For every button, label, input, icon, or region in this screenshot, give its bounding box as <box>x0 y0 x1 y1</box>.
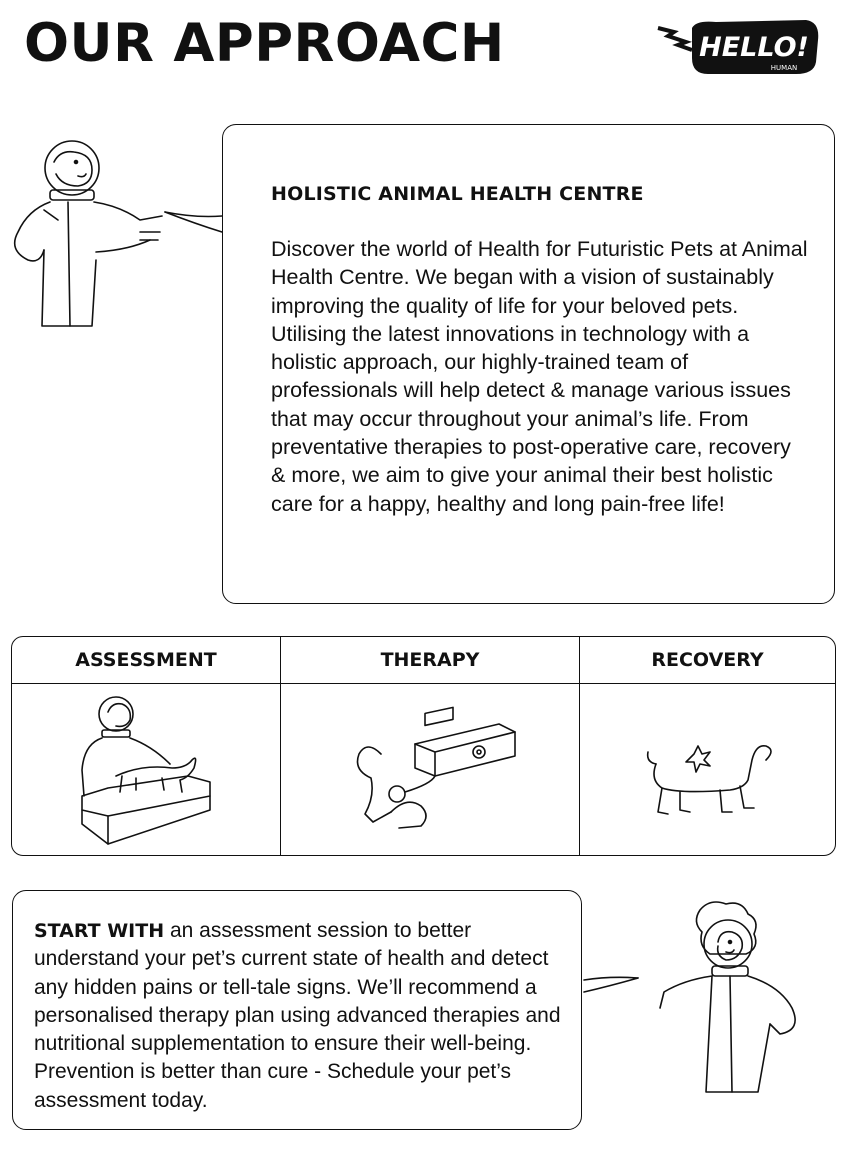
astronaut-vet-curly-illustration <box>580 896 820 1096</box>
step-therapy-label: THERAPY <box>281 637 580 684</box>
astronaut-vet-illustration <box>0 140 230 335</box>
intro-body: Discover the world of Health for Futuristic Pets at Animal Health Centre. We began with a vision of sustainably improving the quality of life for your beloved pets. Utilising the latest innovations in technology with a holistic approach, our highly-trained team of professionals will help detect & manage various issues that may occur throughout your animal’s life. From preventative therapies to post-operative care, recovery & more, we aim to give your animal their best holistic care for a happy, healthy and long pain-free life! <box>271 237 808 516</box>
step-recovery-label: RECOVERY <box>580 637 835 684</box>
logo-text: HELLO! <box>699 32 809 63</box>
step-assessment-label: ASSESSMENT <box>12 637 281 684</box>
intro-heading: HOLISTIC ANIMAL HEALTH CENTRE <box>271 183 644 205</box>
happy-dachshund-illustration <box>580 684 834 854</box>
cta-speech-bubble <box>12 890 582 1130</box>
step-therapy-cell <box>281 684 580 855</box>
dog-therapy-machine-illustration <box>281 684 579 854</box>
step-assessment-cell <box>12 684 281 855</box>
page-title: OUR APPROACH <box>24 13 505 74</box>
vet-examining-dog-illustration <box>12 684 280 854</box>
hello-human-logo <box>656 18 822 78</box>
lightning-bolt-icon <box>658 28 692 50</box>
cta-paragraph <box>34 917 571 1115</box>
intro-speech-bubble <box>222 124 835 604</box>
logo-subtext: HUMAN <box>770 64 798 72</box>
step-recovery-cell <box>580 684 835 855</box>
cta-body: an assessment session to better understand your pet’s current state of health and detect any hidden pains or tell-tale signs. We’ll recommend a personalised therapy plan using advanced therapies and nutritional supplementation to ensure their well-being. Prevention is better than cure - Schedule your pet’s assessment today. <box>34 919 561 1112</box>
cta-lead: START WITH <box>34 920 165 942</box>
process-steps-table <box>11 636 836 856</box>
